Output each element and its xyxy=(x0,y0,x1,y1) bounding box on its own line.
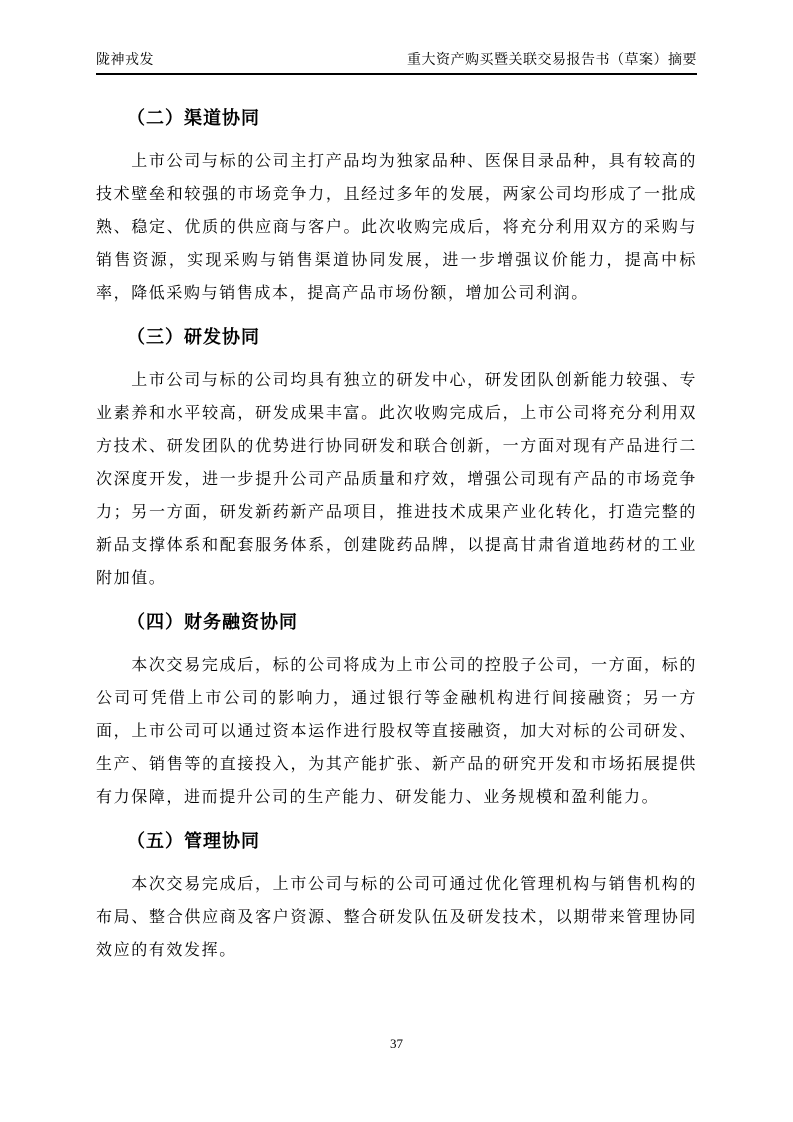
section-heading: （四）财务融资协同 xyxy=(127,612,298,632)
section-heading: （五）管理协同 xyxy=(127,831,260,851)
section-heading: （三）研发协同 xyxy=(127,327,260,347)
section-paragraph: 本次交易完成后，上市公司与标的公司可通过优化管理机构与销售机构的布局、整合供应商及客户资源、整合研发队伍及研发技术，以期带来管理协同效应的有效发挥。 xyxy=(96,876,697,959)
header-company-name: 陇神戎发 xyxy=(96,53,154,68)
section-rd-synergy xyxy=(96,326,697,595)
section-management-synergy xyxy=(96,830,697,967)
section-paragraph: 上市公司与标的公司主打产品均为独家品种、医保目录品种，具有较高的技术壁垒和较强的市场竞争力，且经过多年的发展，两家公司均形成了一批成熟、稳定、优质的供应商与客户。此次收购完成后，将充分利用双方的采购与销售资源，实现采购与销售渠道协同发展，进一步增强议价能力，提高中标率，降低采购与销售成本，提高产品市场份额，增加公司利润。 xyxy=(96,153,697,302)
section-heading: （二）渠道协同 xyxy=(127,108,260,128)
document-body xyxy=(96,107,697,967)
section-finance-synergy xyxy=(96,611,697,814)
page-number: 37 xyxy=(390,1036,403,1051)
page-footer xyxy=(0,1036,793,1052)
page-header xyxy=(96,0,697,75)
header-document-title: 重大资产购买暨关联交易报告书（草案）摘要 xyxy=(407,53,697,68)
section-channel-synergy xyxy=(96,107,697,310)
section-paragraph: 上市公司与标的公司均具有独立的研发中心，研发团队创新能力较强、专业素养和水平较高，研发成果丰富。此次收购完成后，上市公司将充分利用双方技术、研发团队的优势进行协同研发和联合创新，一方面对现有产品进行二次深度开发，进一步提升公司产品质量和疗效，增强公司现有产品的市场竞争力；另一方面，研发新药新产品项目，推进技术成果产业化转化，打造完整的新品支撑体系和配套服务体系，创建陇药品牌，以提高甘肃省道地药材的工业附加值。 xyxy=(96,372,697,587)
section-paragraph: 本次交易完成后，标的公司将成为上市公司的控股子公司，一方面，标的公司可凭借上市公司的影响力，通过银行等金融机构进行间接融资；另一方面，上市公司可以通过资本运作进行股权等直接融资，加大对标的公司研发、生产、销售等的直接投入，为其产能扩张、新产品的研究开发和市场拓展提供有力保障，进而提升公司的生产能力、研发能力、业务规模和盈利能力。 xyxy=(96,657,697,806)
